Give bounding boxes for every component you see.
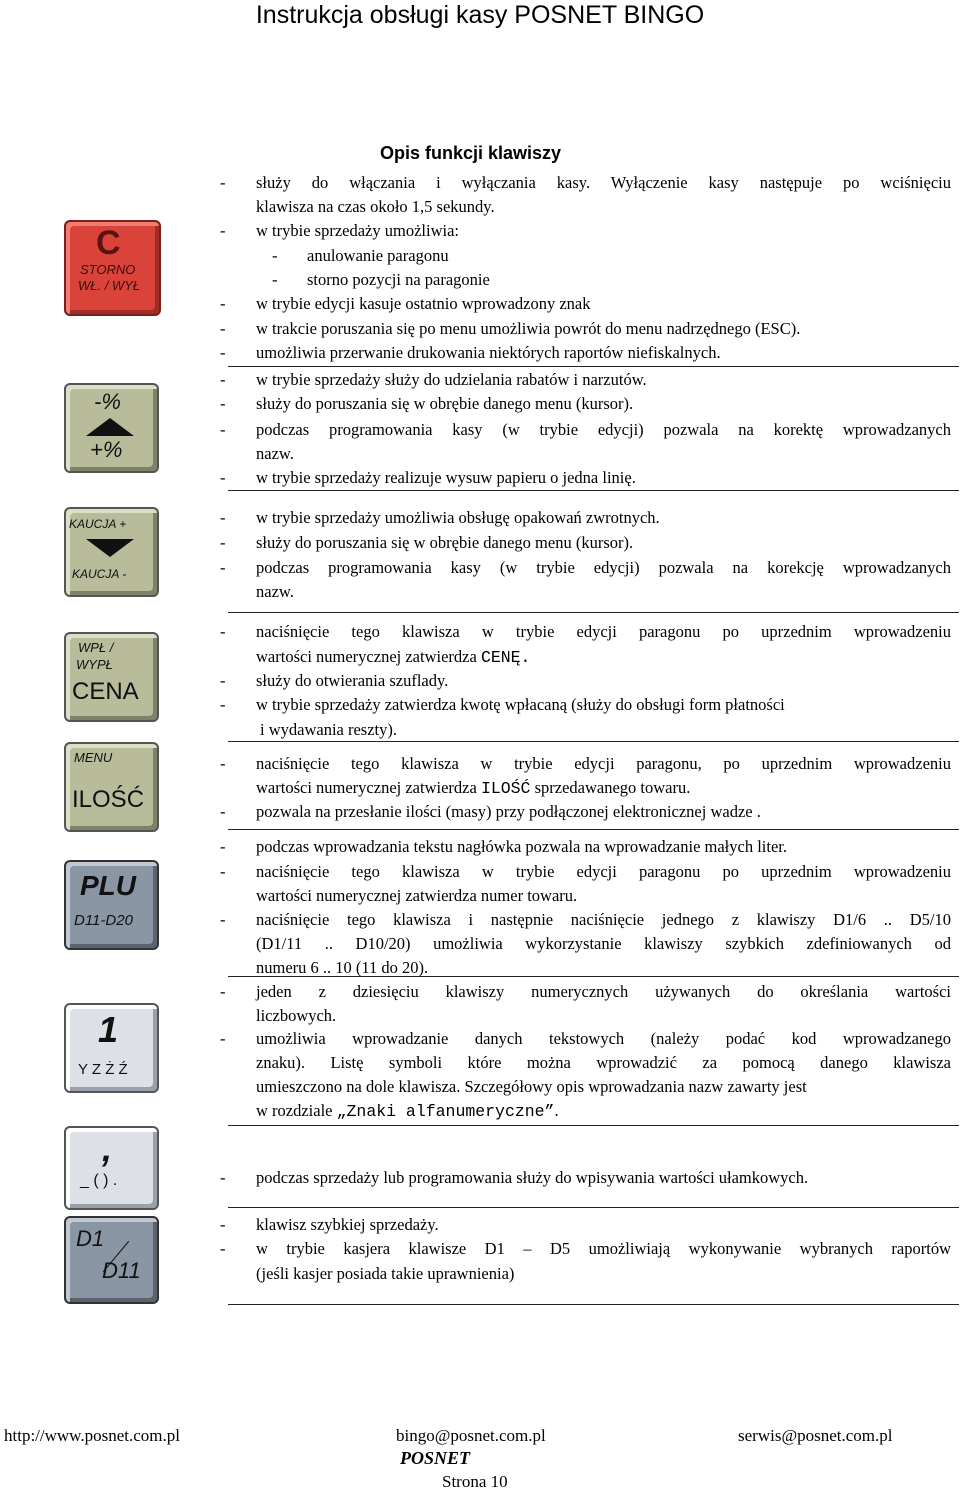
- plu-desc-line: naciśnięcie tego klawisza i następnie naciśnięcie jednego z klawiszy D1/6 .. D5/10: [256, 910, 951, 929]
- page-header-title: Instrukcja obsługi kasy POSNET BINGO: [255, 1, 705, 29]
- bullet-dash: -: [220, 468, 226, 487]
- footer-brand: POSNET: [400, 1448, 471, 1468]
- d1-key-label-1: D1: [76, 1226, 105, 1251]
- ilosc-desc-text: wartości numerycznej zatwierdza: [256, 778, 481, 797]
- one-desc-line: [256, 1099, 951, 1124]
- bullet-dash: -: [220, 370, 226, 389]
- cena-key-label-1: WPŁ /: [78, 640, 114, 655]
- bullet-dash: -: [220, 837, 226, 856]
- kaucja-key-icon: [64, 507, 159, 597]
- kaucja-key-top: KAUCJA +: [69, 517, 127, 531]
- bullet-dash: -: [220, 695, 226, 714]
- digit-one-key-label-1: 1: [98, 1009, 119, 1050]
- cena-desc-line: naciśnięcie tego klawisza w trybie edycji paragonu po uprzednim wprowadzeniu: [256, 622, 951, 641]
- pct-desc-line: podczas programowania kasy (w trybie edycji) pozwala na korektę wprowadzanych: [256, 420, 951, 439]
- bullet-dash: -: [220, 343, 226, 362]
- plu-key-icon: [64, 860, 159, 950]
- kaucja-desc-line: w trybie sprzedaży umożliwia obsługę opakowań zwrotnych.: [256, 508, 660, 527]
- plu-desc-line: wartości numerycznej zatwierdza numer towaru.: [256, 886, 578, 905]
- section-title: Opis funkcji klawiszy: [380, 143, 562, 163]
- separator: [228, 1125, 959, 1126]
- ilosc-desc-line: pozwala na przesłanie ilości (masy) przy podłączonej elektronicznej wadze .: [256, 802, 761, 821]
- ilosc-key-label-1: MENU: [74, 750, 113, 765]
- one-desc-text: w rozdziale: [256, 1101, 337, 1120]
- plu-desc-line: numeru 6 .. 10 (11 do 20).: [256, 958, 429, 977]
- percent-key-bottom: +%: [90, 437, 123, 462]
- one-desc-text: .: [554, 1101, 559, 1120]
- d1-desc-line: klawisz szybkiej sprzedaży.: [256, 1215, 439, 1234]
- c-desc-line: umożliwia przerwanie drukowania niektórych raportów niefiskalnych.: [256, 343, 721, 362]
- ilosc-keyword: ILOŚĆ: [480, 779, 531, 798]
- c-desc-line: w trakcie poruszania się po menu umożliwia powrót do menu nadrzędnego (ESC).: [256, 319, 801, 338]
- bullet-dash: -: [272, 270, 278, 289]
- separator: [228, 612, 959, 613]
- bullet-dash: -: [220, 671, 226, 690]
- bullet-dash: -: [272, 246, 278, 265]
- separator: [228, 490, 959, 491]
- bullet-dash: -: [220, 558, 226, 577]
- c-desc-subline: storno pozycji na paragonie: [307, 270, 490, 289]
- digit-one-key-label-2: Y Z Ż Ź: [78, 1061, 128, 1078]
- bullet-dash: -: [220, 1239, 226, 1258]
- ilosc-desc-line: [256, 776, 951, 801]
- storno-key-big-label: C: [96, 224, 121, 262]
- pct-desc-line: w trybie sprzedaży służy do udzielania rabatów i narzutów.: [256, 370, 647, 389]
- bullet-dash: -: [220, 622, 226, 641]
- separator: [228, 829, 959, 830]
- bullet-dash: -: [220, 319, 226, 338]
- comma-desc-line: podczas sprzedaży lub programowania służy do wpisywania wartości ułamkowych.: [256, 1168, 809, 1187]
- bullet-dash: -: [220, 420, 226, 439]
- storno-key-icon: [64, 220, 161, 316]
- percent-key-icon: [64, 383, 159, 473]
- pct-desc-line: nazw.: [256, 444, 294, 463]
- kaucja-desc-line: służy do poruszania się w obrębie danego menu (kursor).: [256, 533, 634, 552]
- separator: [228, 366, 959, 367]
- c-desc-line: służy do włączania i wyłączania kasy. Wyłączenie kasy następuje po wciśnięciu: [256, 173, 951, 192]
- footer-email-serwis[interactable]: serwis@posnet.com.pl: [738, 1426, 893, 1445]
- c-desc-line: w trybie sprzedaży umożliwia:: [256, 221, 459, 240]
- bullet-dash: -: [220, 294, 226, 313]
- one-desc-line: jeden z dziesięciu klawiszy numerycznych używanych do określania wartości: [256, 982, 951, 1001]
- comma-key-icon: [64, 1126, 159, 1210]
- triangle-down-icon: [86, 539, 134, 557]
- cena-desc-line: [256, 645, 951, 670]
- bullet-dash: -: [220, 508, 226, 527]
- separator: [228, 1304, 959, 1305]
- c-desc-subline: anulowanie paragonu: [307, 246, 449, 265]
- one-desc-line: liczbowych.: [256, 1006, 337, 1025]
- plu-desc-line: (D1/11 .. D10/20) umożliwia wykorzystanie klawiszy szybkich zdefiniowanych od: [256, 934, 951, 953]
- storno-key-label-2: WŁ. / WYŁ: [78, 278, 141, 293]
- comma-key-label-2: _ ( ) .: [80, 1172, 118, 1189]
- ilosc-desc-line: naciśnięcie tego klawisza w trybie edycji paragonu, po uprzednim wprowadzeniu: [256, 754, 951, 773]
- pct-desc-line: służy do poruszania się w obrębie danego menu (kursor).: [256, 394, 634, 413]
- bullet-dash: -: [220, 910, 226, 929]
- plu-key-label-1: PLU: [80, 870, 136, 901]
- kaucja-desc-line: podczas programowania kasy (w trybie edycji) pozwala na korekcję wprowadzanych: [256, 558, 951, 577]
- storno-key-label-1: STORNO: [80, 262, 136, 277]
- c-desc-line: w trybie edycji kasuje ostatnio wprowadzony znak: [256, 294, 591, 313]
- one-desc-line: znaku). Listę symboli które można wprowadzić za pomocą danego klawisza: [256, 1053, 951, 1072]
- d1-key-icon: [64, 1216, 159, 1304]
- c-desc-line: klawisza na czas około 1,5 sekundy.: [256, 197, 495, 216]
- kaucja-key-bottom: KAUCJA -: [72, 567, 127, 581]
- d1-desc-line: w trybie kasjera klawisze D1 – D5 umożliwiają wykonywanie wybranych raportów: [256, 1239, 951, 1258]
- cena-key-label-3: CENA: [72, 678, 139, 705]
- d1-key-label-2: D11: [102, 1258, 141, 1283]
- bullet-dash: -: [220, 754, 226, 773]
- separator: [228, 1207, 959, 1208]
- one-desc-line: umieszczono na dole klawisza. Szczegółowy opis wprowadzania nazw zawarty jest: [256, 1077, 807, 1096]
- bullet-dash: -: [220, 221, 226, 240]
- footer-email-bingo[interactable]: bingo@posnet.com.pl: [396, 1426, 546, 1445]
- plu-desc-line: podczas wprowadzania tekstu nagłówka pozwala na wprowadzanie małych liter.: [256, 837, 788, 856]
- bullet-dash: -: [220, 173, 226, 192]
- cena-desc-line: służy do otwierania szuflady.: [256, 671, 449, 690]
- bullet-dash: -: [220, 802, 226, 821]
- ilosc-key-label-2: ILOŚĆ: [72, 786, 145, 813]
- cena-key-label-2: WYPŁ: [76, 657, 113, 672]
- bullet-dash: -: [220, 1215, 226, 1234]
- percent-key-top: -%: [94, 389, 121, 414]
- triangle-up-icon: [86, 418, 134, 436]
- bullet-dash: -: [220, 862, 226, 881]
- digit-one-key-icon: [64, 1003, 159, 1093]
- cena-desc-line: w trybie sprzedaży zatwierdza kwotę wpłacaną (służy do obsługi form płatności: [256, 695, 785, 714]
- plu-key-label-2: D11-D20: [74, 912, 133, 929]
- ilosc-desc-text: sprzedawanego towaru.: [530, 778, 691, 797]
- bullet-dash: -: [220, 982, 226, 1001]
- footer-website-link[interactable]: http://www.posnet.com.pl: [4, 1426, 180, 1445]
- chapter-reference: „Znaki alfanumeryczne”: [336, 1102, 555, 1121]
- ilosc-key-icon: [64, 742, 159, 832]
- plu-desc-line: naciśnięcie tego klawisza w trybie edycji paragonu po uprzednim wprowadzeniu: [256, 862, 951, 881]
- kaucja-desc-line: nazw.: [256, 582, 294, 601]
- comma-key-label-1: ,: [102, 1128, 113, 1169]
- pct-desc-line: w trybie sprzedaży realizuje wysuw papieru o jedna linię.: [256, 468, 636, 487]
- cena-keyword: CENĘ.: [480, 648, 531, 667]
- bullet-dash: -: [220, 394, 226, 413]
- bullet-dash: -: [220, 533, 226, 552]
- cena-key-icon: [64, 632, 159, 722]
- bullet-dash: -: [220, 1168, 226, 1187]
- cena-desc-line: i wydawania reszty).: [260, 720, 397, 739]
- cena-desc-text: wartości numerycznej zatwierdza: [256, 647, 481, 666]
- footer-page-number: Strona 10: [442, 1472, 508, 1491]
- d1-desc-line: (jeśli kasjer posiada takie uprawnienia): [256, 1264, 515, 1283]
- one-desc-line: umożliwia wprowadzanie danych tekstowych (należy podać kod wprowadzanego: [256, 1029, 951, 1048]
- bullet-dash: -: [220, 1029, 226, 1048]
